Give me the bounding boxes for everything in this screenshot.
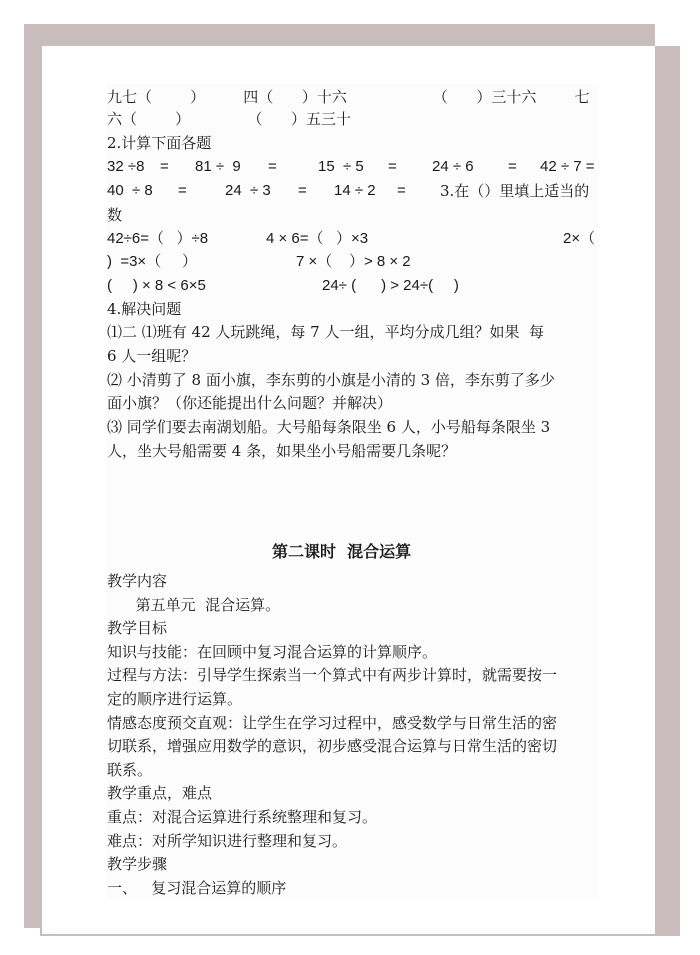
fill-blanks-row-2: 六（ ） （ ）五三十 [107, 110, 351, 128]
calc-expression: 14 ÷ 2 [334, 182, 376, 199]
fill-blanks-row-1: 九七（ ） 四（ ）十六 （ ）三十六 七 [107, 88, 590, 106]
section-2-title: 2.计算下面各题 [107, 134, 212, 152]
lesson-line: 教学步骤 [107, 855, 168, 873]
page-shadow-right [655, 46, 680, 936]
lesson-line: 知识与技能：在回顾中复习混合运算的计算顺序。 [107, 643, 438, 661]
problem-line: ⑵ 小清剪了 8 面小旗，李东剪的小旗是小清的 3 倍，李东剪了多少 [107, 371, 555, 389]
lesson-line: 过程与方法：引导学生探索当一个算式中有两步计算时，就需要按一 [107, 666, 558, 684]
problem-line: 人，坐大号船需要 4 条，如果坐小号船需要几条呢？ [107, 442, 457, 460]
lesson-line: 第五单元 混合运算。 [107, 596, 281, 614]
fill-in-item: ( ) × 8 < 6×5 [107, 277, 206, 294]
lesson-line: 定的顺序进行运算。 [107, 690, 243, 708]
calc-equals: = [397, 182, 406, 199]
fill-in-item: ) =3×（ ） [107, 253, 198, 270]
calc-equals: = [298, 182, 307, 199]
calc-expression: 24 ÷ 6 [432, 158, 474, 175]
problem-line: ⑴二 ⑴班有 42 人玩跳绳，每 7 人一组，平均分成几组？如果 每 [107, 323, 545, 341]
lesson-line: 重点：对混合运算进行系统整理和复习。 [107, 808, 378, 826]
lesson-line: 情感态度预交直观：让学生在学习过程中，感受数学与日常生活的密 [107, 714, 558, 732]
lesson-line: 切联系，增强应用数学的意识，初步感受混合运算与日常生活的密切 [107, 737, 558, 755]
fill-in-item: 7 ×（ ）> 8 × 2 [296, 253, 411, 270]
calc-expression: 81 ÷ 9 [195, 158, 241, 175]
lesson-line: 教学目标 [107, 619, 168, 637]
calc-expression: 24 ÷ 3 [225, 182, 271, 199]
calc-expression: 15 ÷ 5 [318, 158, 364, 175]
calc-expression: 42 ÷ 7 = [540, 158, 595, 175]
section-3-title: 3.在（）里填上适当的 [440, 182, 590, 200]
calc-equals: = [508, 158, 517, 175]
lesson-title: 第二课时 混合运算 [272, 542, 412, 561]
section-4-title: 4.解决问题 [107, 300, 182, 318]
lesson-line: 教学内容 [107, 572, 168, 590]
fill-in-item: 24÷ ( ) > 24÷( ) [322, 277, 459, 294]
fill-in-item: 2×（ [563, 230, 596, 247]
fill-in-item: 42÷6=（ ）÷8 [107, 230, 209, 247]
lesson-line: 教学重点，难点 [107, 784, 213, 802]
calc-expression: 40 ÷ 8 [107, 182, 153, 199]
calc-expression: 32 ÷8 [107, 158, 145, 175]
lesson-line: 难点：对所学知识进行整理和复习。 [107, 832, 348, 850]
calc-equals: = [178, 182, 187, 199]
lesson-line: 一、 复习混合运算的顺序 [107, 879, 287, 897]
problem-line: 6 人一组呢？ [107, 347, 197, 365]
section-3-title-cont: 数 [107, 206, 123, 224]
calc-equals: = [160, 158, 169, 175]
calc-equals: = [268, 158, 277, 175]
fill-in-item: 4 × 6=（ ）×3 [266, 230, 369, 247]
content-area [107, 84, 599, 899]
calc-equals: = [388, 158, 397, 175]
lesson-line: 联系。 [107, 761, 153, 779]
problem-line: ⑶ 同学们要去南湖划船。大号船每条限坐 6 人，小号船每条限坐 3 [107, 418, 551, 436]
problem-line: 面小旗？（你还能提出什么问题？并解决） [107, 394, 393, 412]
